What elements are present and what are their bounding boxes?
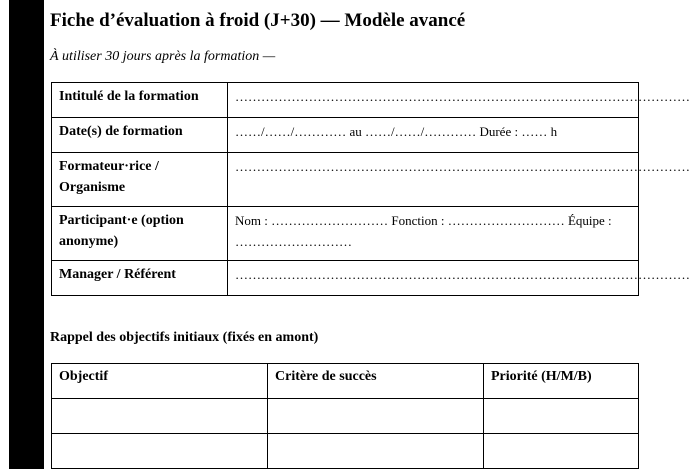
- label-formation-title: Intitulé de la formation: [52, 83, 228, 118]
- objectives-section-title: Rappel des objectifs initiaux (fixés en amont): [50, 330, 319, 345]
- objectives-table: [51, 363, 639, 469]
- cell-success-criterion[interactable]: [268, 434, 484, 469]
- label-manager: Manager / Référent: [52, 261, 228, 296]
- left-margin-bar: [9, 0, 44, 469]
- info-row-trainer: [52, 153, 639, 207]
- cell-objective[interactable]: [52, 399, 268, 434]
- cell-priority[interactable]: [484, 399, 639, 434]
- field-trainer[interactable]: ……………………………………………………………………………………………: [228, 153, 639, 207]
- cell-priority[interactable]: [484, 434, 639, 469]
- table-row: [52, 434, 639, 469]
- info-row-dates: [52, 118, 639, 153]
- objectives-header-row: [52, 364, 639, 399]
- column-header-objective: Objectif: [52, 364, 268, 399]
- label-dates: Date(s) de formation: [52, 118, 228, 153]
- cell-objective[interactable]: [52, 434, 268, 469]
- field-formation-title[interactable]: ……………………………………………………………………………………………: [228, 83, 639, 118]
- column-header-priority: Priorité (H/M/B): [484, 364, 639, 399]
- info-row-participant: [52, 207, 639, 261]
- field-dates[interactable]: ……/……/………… au ……/……/………… Durée : …… h: [228, 118, 639, 153]
- document-title: Fiche d’évaluation à froid (J+30) — Modèle avancé: [50, 10, 466, 31]
- info-row-manager: [52, 261, 639, 296]
- cell-success-criterion[interactable]: [268, 399, 484, 434]
- label-trainer: Formateur·rice / Organisme: [52, 153, 228, 207]
- info-row-formation: [52, 83, 639, 118]
- document-subtitle: À utiliser 30 jours après la formation —: [50, 49, 276, 64]
- info-table: [51, 82, 690, 296]
- table-row: [52, 399, 639, 434]
- field-manager[interactable]: ……………………………………………………………………………………………: [228, 261, 639, 296]
- label-participant: Participant·e (option anonyme): [52, 207, 228, 261]
- column-header-success-criterion: Critère de succès: [268, 364, 484, 399]
- field-participant[interactable]: Nom : ……………………… Fonction : ……………………… Équipe : ………………………: [228, 207, 639, 261]
